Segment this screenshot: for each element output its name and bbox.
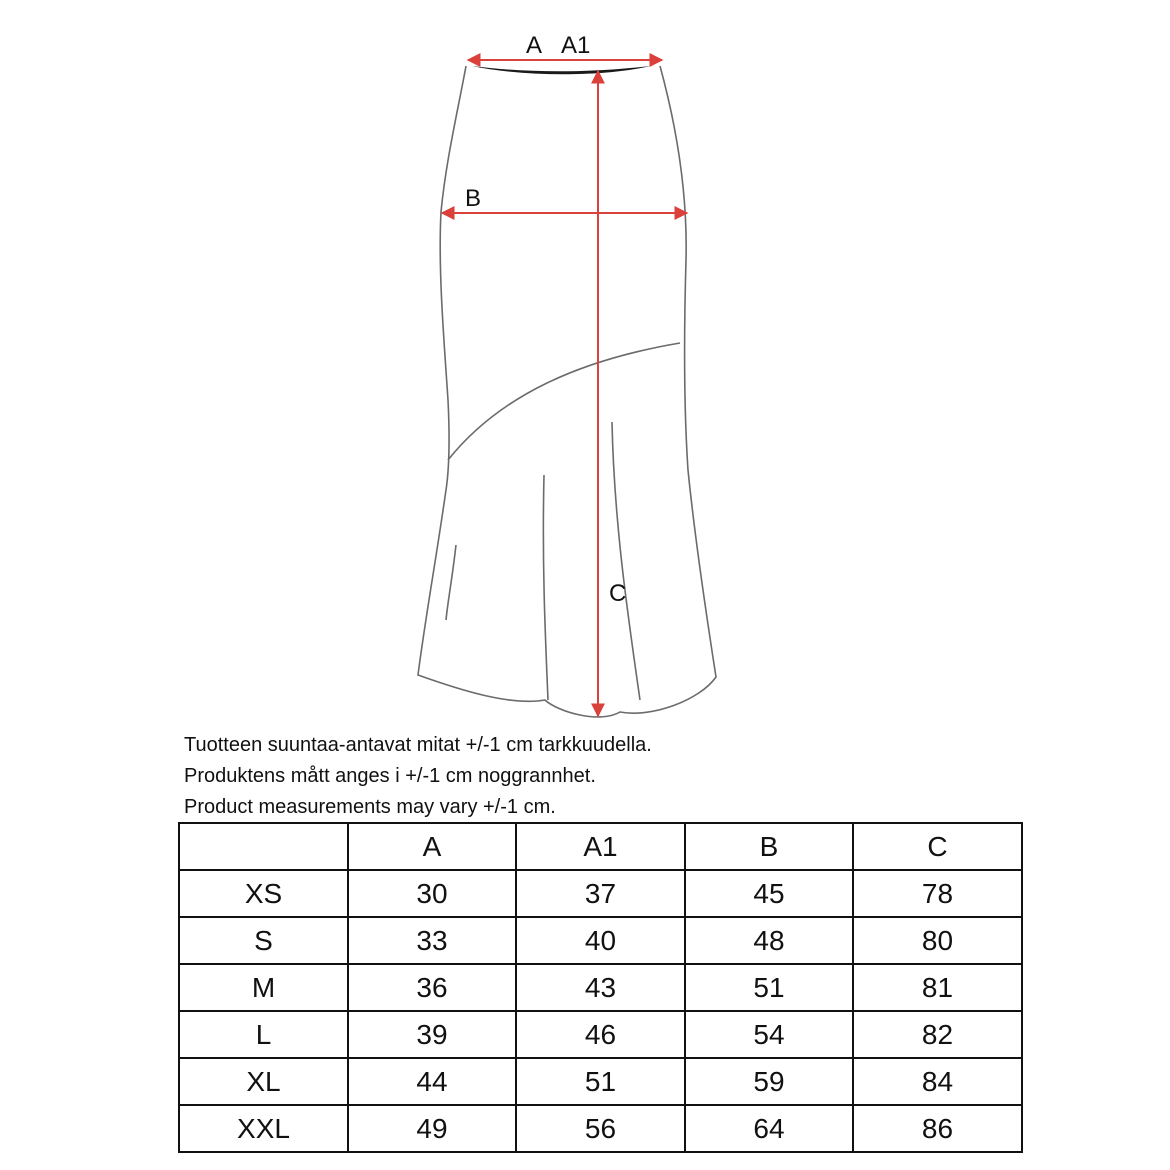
table-cell: 59 [685, 1058, 853, 1105]
table-row [179, 964, 1022, 1011]
table-cell: 40 [516, 917, 685, 964]
size-label: XXL [179, 1105, 348, 1152]
table-cell: 33 [348, 917, 516, 964]
size-label: S [179, 917, 348, 964]
table-cell: 36 [348, 964, 516, 1011]
table-cell: 45 [685, 870, 853, 917]
table-cell: 82 [853, 1011, 1022, 1058]
table-cell: 51 [516, 1058, 685, 1105]
table-row [179, 917, 1022, 964]
table-cell: 54 [685, 1011, 853, 1058]
table-cell: 30 [348, 870, 516, 917]
label-a1: A1 [561, 32, 591, 59]
table-row [179, 870, 1022, 917]
table-row [179, 1011, 1022, 1058]
column-header-a: A [348, 823, 516, 870]
column-header-a1: A1 [516, 823, 685, 870]
table-cell: 81 [853, 964, 1022, 1011]
table-cell: 86 [853, 1105, 1022, 1152]
column-header-b: B [685, 823, 853, 870]
note-finnish: Tuotteen suuntaa-antavat mitat +/-1 cm tarkkuudella. [184, 734, 652, 756]
size-label: XL [179, 1058, 348, 1105]
table-cell: 84 [853, 1058, 1022, 1105]
column-header-c: C [853, 823, 1022, 870]
table-row [179, 1058, 1022, 1105]
table-header-row [179, 823, 1022, 870]
table-cell: 49 [348, 1105, 516, 1152]
size-label: L [179, 1011, 348, 1058]
table-cell: 37 [516, 870, 685, 917]
table-cell: 78 [853, 870, 1022, 917]
size-chart-table [178, 822, 1023, 1153]
table-cell: 48 [685, 917, 853, 964]
table-cell: 44 [348, 1058, 516, 1105]
table-cell: 56 [516, 1105, 685, 1152]
waistband-icon [472, 66, 650, 74]
table-cell: 43 [516, 964, 685, 1011]
table-cell: 51 [685, 964, 853, 1011]
label-b: B [465, 185, 482, 212]
note-english: Product measurements may vary +/-1 cm. [184, 796, 556, 818]
table-row [179, 1105, 1022, 1152]
table-cell: 46 [516, 1011, 685, 1058]
label-c: C [609, 580, 627, 607]
measurement-notes [184, 730, 652, 823]
size-label: XS [179, 870, 348, 917]
table-cell: 39 [348, 1011, 516, 1058]
skirt-outline-icon [418, 66, 716, 717]
table-corner-cell [179, 823, 348, 870]
note-swedish: Produktens mått anges i +/-1 cm noggrannhet. [184, 765, 596, 787]
label-a: A [526, 32, 543, 59]
table-cell: 64 [685, 1105, 853, 1152]
size-label: M [179, 964, 348, 1011]
table-cell: 80 [853, 917, 1022, 964]
